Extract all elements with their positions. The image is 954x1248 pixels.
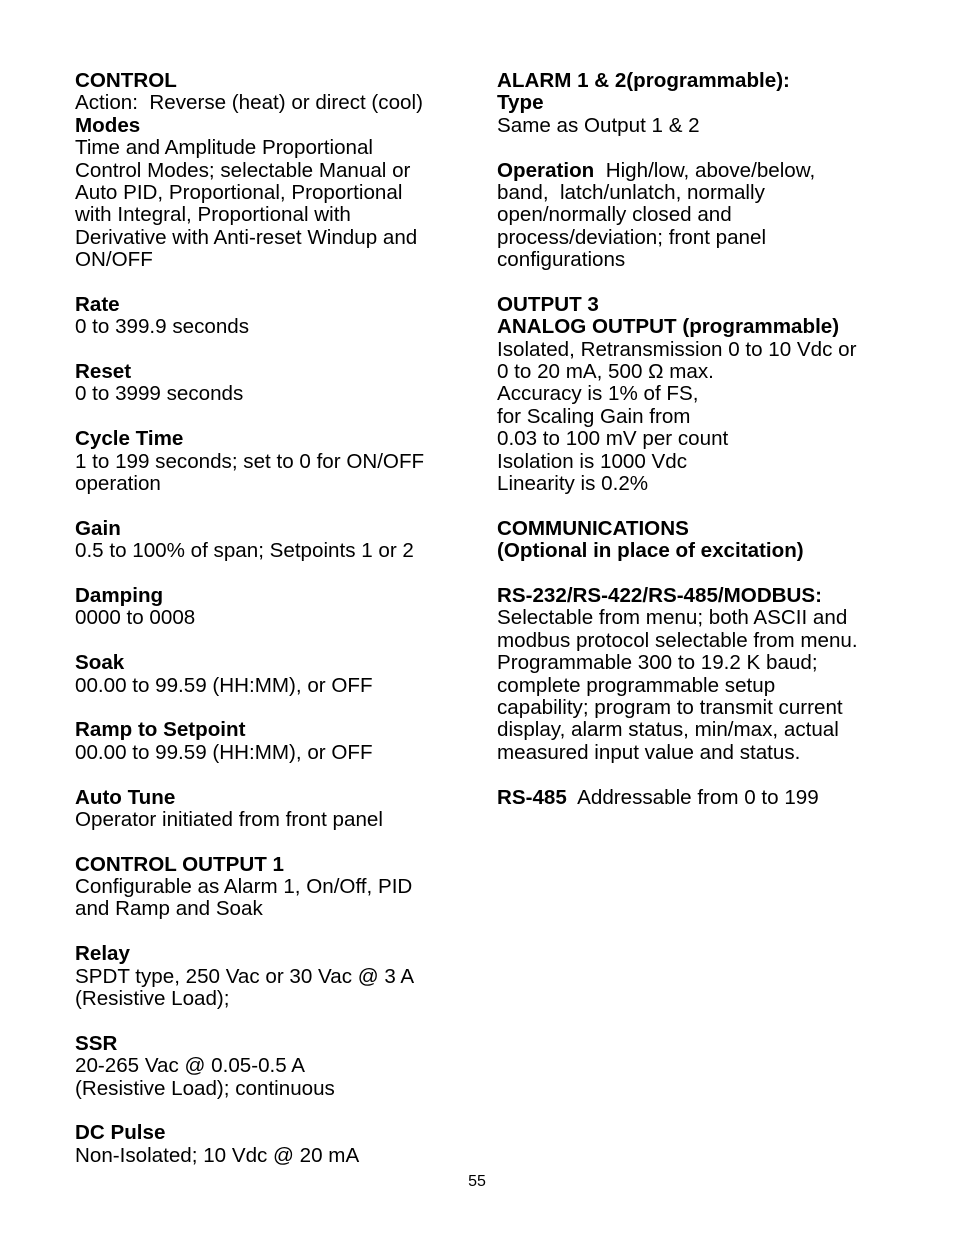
blank-line xyxy=(75,831,475,853)
blank-line xyxy=(75,339,475,361)
body-text-line xyxy=(497,115,917,137)
section-heading xyxy=(75,518,475,540)
heading-text: Soak xyxy=(75,651,125,675)
text: and Ramp and Soak xyxy=(75,897,263,921)
body-text-line xyxy=(497,361,917,383)
blank-line xyxy=(75,764,475,786)
body-text-line xyxy=(75,675,475,697)
body-text-line xyxy=(75,540,475,562)
heading-text: Reset xyxy=(75,360,132,384)
body-text-line xyxy=(75,742,475,764)
section-heading xyxy=(75,361,475,383)
text: Same as Output 1 & 2 xyxy=(497,113,700,137)
body-text-line xyxy=(497,473,917,495)
section-heading xyxy=(75,943,475,965)
body-text-line xyxy=(497,630,917,652)
blank-line xyxy=(75,697,475,719)
text: Auto PID, Proportional, Proportional xyxy=(75,180,403,204)
heading-text: Ramp to Setpoint xyxy=(75,718,246,742)
body-text-line xyxy=(497,227,917,249)
blank-line xyxy=(75,921,475,943)
body-text-line xyxy=(75,316,475,338)
text: capability; program to transmit current xyxy=(497,695,843,719)
text: Accuracy is 1% of FS, xyxy=(497,382,699,406)
text: Isolated, Retransmission 0 to 10 Vdc or xyxy=(497,337,857,361)
blank-line xyxy=(75,1100,475,1122)
text: Time and Amplitude Proportional xyxy=(75,136,374,160)
body-text-line xyxy=(497,697,917,719)
heading-text: Modes xyxy=(75,113,141,137)
text: Programmable 300 to 19.2 K baud; xyxy=(497,651,818,675)
blank-line xyxy=(75,1010,475,1032)
body-text-line xyxy=(75,92,475,114)
text: ON/OFF xyxy=(75,248,153,272)
text: Action: Reverse (heat) or direct (cool) xyxy=(75,91,423,115)
heading-text: CONTROL OUTPUT 1 xyxy=(75,852,284,876)
body-text-line xyxy=(75,1055,475,1077)
text: 0 to 399.9 seconds xyxy=(75,315,250,339)
text: Non-Isolated; 10 Vdc @ 20 mA xyxy=(75,1143,360,1167)
text: Operator initiated from front panel xyxy=(75,807,383,831)
body-text-line xyxy=(75,1078,475,1100)
blank-line xyxy=(75,563,475,585)
heading-text: Operation xyxy=(497,158,595,182)
body-text-line xyxy=(497,451,917,473)
text: 00.00 to 99.59 (HH:MM), or OFF xyxy=(75,740,373,764)
body-text-line xyxy=(497,607,917,629)
text: process/deviation; front panel xyxy=(497,225,767,249)
heading-text: Rate xyxy=(75,292,120,316)
heading-text: OUTPUT 3 xyxy=(497,292,599,316)
body-text-line xyxy=(75,809,475,831)
body-text-line xyxy=(75,227,475,249)
blank-line xyxy=(75,630,475,652)
blank-line xyxy=(75,495,475,517)
body-text-line xyxy=(75,988,475,1010)
section-heading xyxy=(75,787,475,809)
text: complete programmable setup xyxy=(497,673,776,697)
blank-line xyxy=(497,137,917,159)
body-text-line xyxy=(497,428,917,450)
heading-text: Cycle Time xyxy=(75,427,184,451)
body-text-line xyxy=(497,249,917,271)
text: 0.03 to 100 mV per count xyxy=(497,427,729,451)
section-heading xyxy=(497,160,917,182)
blank-line xyxy=(497,764,917,786)
inline-description: High/low, above/below, xyxy=(594,158,816,182)
heading-text: DC Pulse xyxy=(75,1121,166,1145)
section-heading xyxy=(497,70,917,92)
blank-line xyxy=(497,495,917,517)
body-text-line xyxy=(497,204,917,226)
text: 0 to 20 mA, 500 Ω max. xyxy=(497,360,714,384)
section-heading xyxy=(75,70,475,92)
body-text-line xyxy=(75,607,475,629)
section-heading xyxy=(75,652,475,674)
body-text-line xyxy=(497,719,917,741)
text: 0 to 3999 seconds xyxy=(75,382,244,406)
heading-text: ANALOG OUTPUT (programmable) xyxy=(497,315,840,339)
body-text-line xyxy=(75,898,475,920)
text: SPDT type, 250 Vac or 30 Vac @ 3 A xyxy=(75,964,415,988)
heading-text: RS-232/RS-422/RS-485/MODBUS: xyxy=(497,583,823,607)
section-heading xyxy=(497,787,917,809)
body-text-line xyxy=(75,249,475,271)
section-heading xyxy=(497,92,917,114)
text: 00.00 to 99.59 (HH:MM), or OFF xyxy=(75,673,373,697)
body-text-line xyxy=(497,675,917,697)
text: modbus protocol selectable from menu. xyxy=(497,628,858,652)
section-heading xyxy=(497,316,917,338)
heading-text: ALARM 1 & 2(programmable): xyxy=(497,69,790,92)
text: Isolation is 1000 Vdc xyxy=(497,449,688,473)
text: (Resistive Load); continuous xyxy=(75,1076,335,1100)
section-heading xyxy=(497,518,917,540)
section-heading xyxy=(75,115,475,137)
section-heading xyxy=(75,1033,475,1055)
blank-line xyxy=(75,406,475,428)
text: 20-265 Vac @ 0.05-0.5 A xyxy=(75,1054,306,1078)
section-heading xyxy=(75,1122,475,1144)
heading-text: RS-485 xyxy=(497,785,567,809)
section-heading xyxy=(75,585,475,607)
body-text-line xyxy=(497,339,917,361)
heading-text: Auto Tune xyxy=(75,785,176,809)
text: measured input value and status. xyxy=(497,740,801,764)
text: operation xyxy=(75,472,161,496)
section-heading xyxy=(75,854,475,876)
body-text-line xyxy=(497,383,917,405)
section-heading xyxy=(497,585,917,607)
section-heading xyxy=(75,294,475,316)
body-text-line xyxy=(75,966,475,988)
body-text-line xyxy=(75,383,475,405)
text: 0000 to 0008 xyxy=(75,606,196,630)
section-heading xyxy=(75,719,475,741)
heading-text: Gain xyxy=(75,516,121,540)
heading-text: Damping xyxy=(75,583,164,607)
inline-description: Addressable from 0 to 199 xyxy=(566,785,819,809)
heading-text: Relay xyxy=(75,942,130,966)
text: with Integral, Proportional with xyxy=(75,203,351,227)
text: (Resistive Load); xyxy=(75,987,230,1011)
heading-text: CONTROL xyxy=(75,69,177,92)
text: 0.5 to 100% of span; Setpoints 1 or 2 xyxy=(75,539,414,563)
body-text-line xyxy=(75,182,475,204)
heading-text: COMMUNICATIONS xyxy=(497,516,689,540)
text: Configurable as Alarm 1, On/Off, PID xyxy=(75,875,413,899)
body-text-line xyxy=(497,182,917,204)
section-heading xyxy=(497,294,917,316)
text: Derivative with Anti-reset Windup and xyxy=(75,225,418,249)
body-text-line xyxy=(75,137,475,159)
blank-line xyxy=(497,563,917,585)
text: band, latch/unlatch, normally xyxy=(497,180,765,204)
right-column xyxy=(497,70,917,809)
left-column xyxy=(75,70,475,1167)
text: Selectable from menu; both ASCII and xyxy=(497,606,848,630)
body-text-line xyxy=(497,652,917,674)
body-text-line xyxy=(75,160,475,182)
text: display, alarm status, min/max, actual xyxy=(497,718,839,742)
body-text-line xyxy=(75,451,475,473)
text: open/normally closed and xyxy=(497,203,732,227)
section-heading xyxy=(75,428,475,450)
blank-line xyxy=(75,272,475,294)
text: Linearity is 0.2% xyxy=(497,472,649,496)
body-text-line xyxy=(75,473,475,495)
section-heading xyxy=(497,540,917,562)
text: for Scaling Gain from xyxy=(497,404,691,428)
heading-text: (Optional in place of excitation) xyxy=(497,539,804,563)
heading-text: SSR xyxy=(75,1031,118,1055)
body-text-line xyxy=(75,1145,475,1167)
body-text-line xyxy=(75,204,475,226)
text: 1 to 199 seconds; set to 0 for ON/OFF xyxy=(75,449,425,473)
text: Control Modes; selectable Manual or xyxy=(75,158,411,182)
text: configurations xyxy=(497,248,626,272)
body-text-line xyxy=(497,406,917,428)
heading-text: Type xyxy=(497,91,544,115)
page-number: 55 xyxy=(468,1173,486,1190)
blank-line xyxy=(497,272,917,294)
body-text-line xyxy=(497,742,917,764)
body-text-line xyxy=(75,876,475,898)
